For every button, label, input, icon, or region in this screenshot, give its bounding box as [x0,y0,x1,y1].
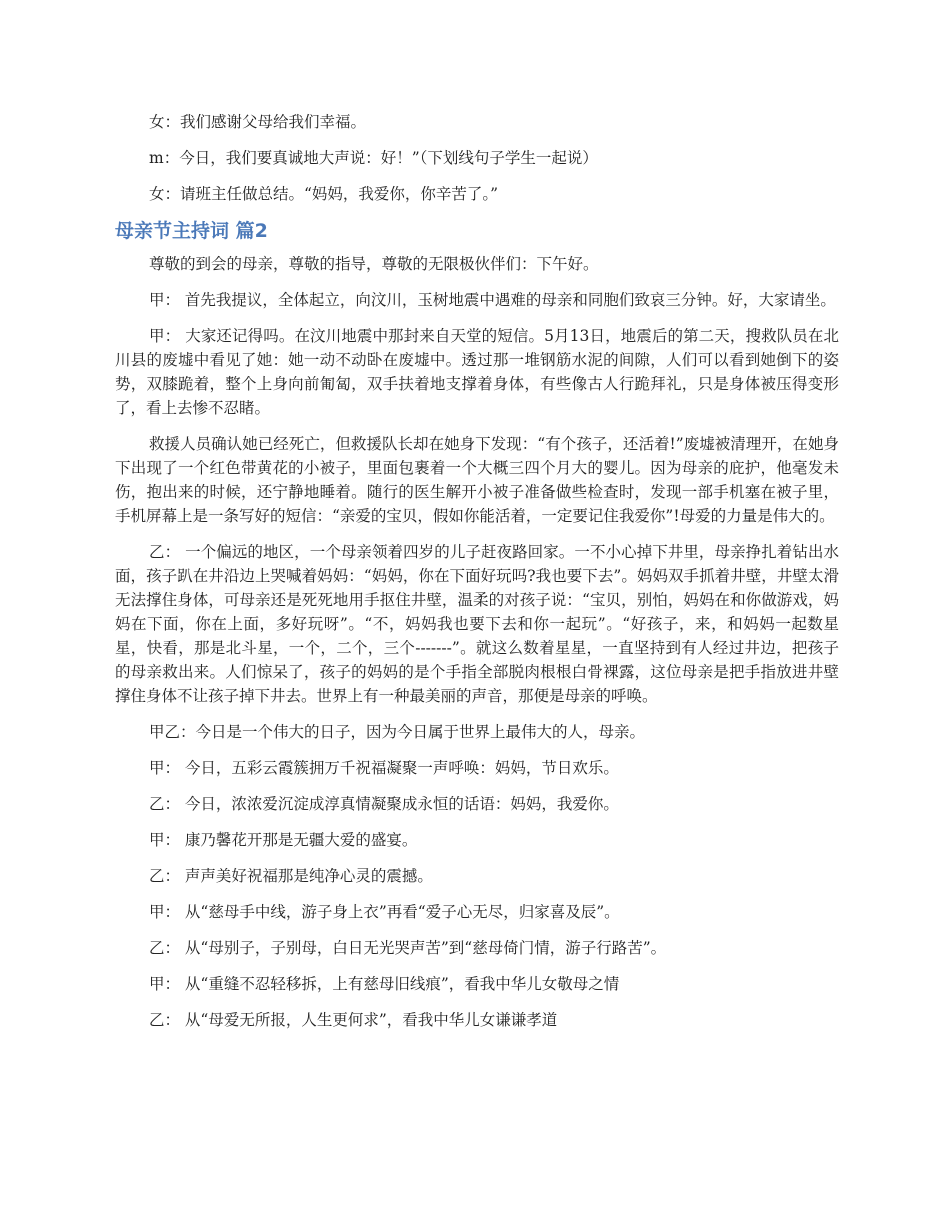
paragraph: 乙： 今日，浓浓爱沉淀成淳真情凝聚成永恒的话语：妈妈，我爱你。 [149,795,619,813]
paragraph: 乙： 声声美好祝福那是纯净心灵的震撼。 [149,867,433,885]
paragraph: 乙： 一个偏远的地区，一个母亲领着四岁的儿子赶夜路回家。一不小心掉下井里，母亲挣扎着钻出水面，孩子趴在井沿边上哭喊着妈妈：“妈妈，你在下面好玩吗?我也要下去”。妈妈双手抓着井壁，井壁太滑无法撑住身体，可母亲还是死死地用手抠住井壁，温柔的对孩子说：“宝贝，别怕，妈妈在和你做游戏，妈妈在下面，你在上面，多好玩呀”。“不，妈妈我也要下去和你一起玩”。“好孩子，来，和妈妈一起数星星，快看，那是北斗星，一个，二个，三个-------”。就这么数着星星，一直坚持到有人经过井边，把孩子的母亲救出来。人们惊呆了，孩子的妈妈的是个手指全部脱肉根根白骨裸露，这位母亲是把手指放进井壁撑住身体不让孩子掉下井去。世界上有一种最美丽的声音，那便是母亲的呼唤。 [115,543,839,705]
paragraph: 乙： 从“母爱无所报，人生更何求”，看我中华儿女谦谦孝道 [149,1011,558,1029]
document-body [115,110,839,1044]
section-heading: 母亲节主持词 篇2 [115,220,268,242]
paragraph: 女：我们感谢父母给我们幸福。 [149,113,367,131]
paragraph: 甲： 从“慈母手中线，游子身上衣”再看“爱子心无尽，归家喜及辰”。 [149,903,620,921]
paragraph: 救援人员确认她已经死亡，但救援队长却在她身下发现：“有个孩子，还活着!”废墟被清理开，在她身下出现了一个红色带黄花的小被子，里面包裹着一个大概三四个月大的婴儿。因为母亲的庇护，他毫发未伤，抱出来的时候，还宁静地睡着。随行的医生解开小被子准备做些检查时，发现一部手机塞在被子里，手机屏幕上是一条写好的短信：“亲爱的宝贝，假如你能活着，一定要记住我爱你”!母爱的力量是伟大的。 [115,435,839,525]
paragraph: 乙： 从“母别子，子别母，白日无光哭声苦”到“慈母倚门情，游子行路苦”。 [149,939,667,957]
paragraph: 甲乙：今日是一个伟大的日子，因为今日属于世界上最伟大的人，母亲。 [149,723,646,741]
paragraph: 甲： 大家还记得吗。在汶川地震中那封来自天堂的短信。5月13日，地震后的第二天，搜救队员在北川县的废墟中看见了她：她一动不动卧在废墟中。透过那一堆钢筋水泥的间隙，人们可以看到她倒下的姿势，双膝跪着，整个上身向前匍匐，双手扶着地支撑着身体，有些像古人行跪拜礼，只是身体被压得变形了，看上去惨不忍睹。 [115,327,839,417]
paragraph: 尊敬的到会的母亲，尊敬的指导，尊敬的无限极伙伴们：下午好。 [149,255,599,273]
paragraph: 女：请班主任做总结。“妈妈，我爱你，你辛苦了。” [149,185,499,203]
paragraph: 甲： 今日，五彩云霞簇拥万千祝福凝聚一声呼唤：妈妈，节日欢乐。 [149,759,619,777]
paragraph: 甲： 从“重缝不忍轻移拆，上有慈母旧线痕”，看我中华儿女敬母之情 [149,975,620,993]
paragraph: m：今日，我们要真诚地大声说：好！”（下划线句子学生一起说） [149,149,598,167]
paragraph: 甲： 康乃馨花开那是无疆大爱的盛宴。 [149,831,418,849]
paragraph: 甲： 首先我提议，全体起立，向汶川，玉树地震中遇难的母亲和同胞们致哀三分钟。好，大家请坐。 [149,291,836,309]
